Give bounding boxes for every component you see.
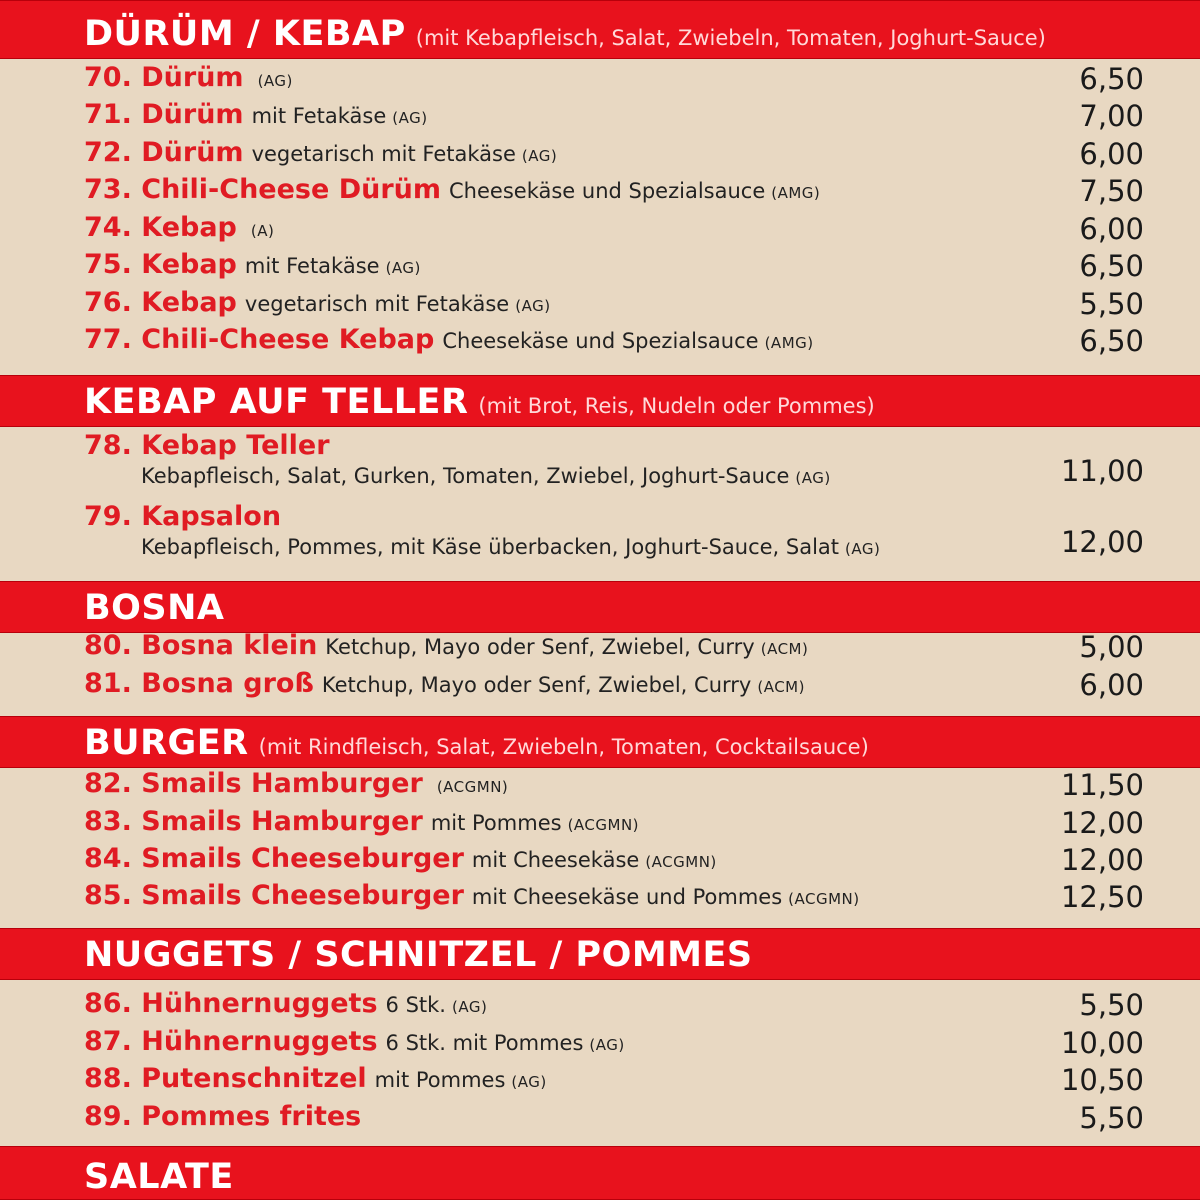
item-price: 11,50: [1060, 768, 1144, 802]
item-description: Ketchup, Mayo oder Senf, Zwiebel, Curry: [325, 635, 755, 659]
item-allergens: (AMG): [764, 334, 814, 352]
item-name: 81. Bosna groß: [84, 668, 314, 699]
section-title: BURGER: [84, 723, 249, 763]
item-price: 6,50: [1079, 249, 1144, 283]
section-title: KEBAP AUF TELLER: [84, 382, 469, 422]
item-allergens: (ACM): [760, 640, 809, 658]
menu-item-83: [84, 806, 1144, 842]
item-allergens: (AG): [795, 469, 831, 487]
item-allergens: (ACM): [757, 678, 805, 696]
menu-item-84: [84, 843, 1144, 879]
item-allergens: (AG): [521, 147, 558, 165]
item-price: 6,50: [1079, 324, 1144, 358]
item-name: 77. Chili-Cheese Kebap: [84, 324, 435, 355]
item-name: 84. Smails Cheeseburger: [84, 843, 464, 874]
item-price: 12,50: [1060, 880, 1144, 914]
menu-item-88: [84, 1063, 1144, 1099]
item-price: 7,00: [1079, 99, 1144, 133]
menu-item-72: [84, 137, 1144, 173]
menu-item-71: [84, 99, 1144, 135]
item-name: 71. Dürüm: [84, 99, 244, 130]
item-price: 6,50: [1079, 62, 1144, 96]
item-description: Cheesekäse und Spezialsauce: [442, 329, 759, 353]
menu-item-70: [84, 62, 1144, 98]
item-description: Cheesekäse und Spezialsauce: [449, 179, 766, 203]
menu-item-85: [84, 880, 1144, 916]
section-header-nuggets-schnitzel-pommes: [0, 928, 1200, 980]
item-name: 70. Dürüm: [84, 62, 244, 93]
menu-item-74: [84, 212, 1144, 248]
section-title: NUGGETS / SCHNITZEL / POMMES: [84, 935, 753, 975]
item-allergens: (AG): [515, 297, 551, 315]
item-description: Ketchup, Mayo oder Senf, Zwiebel, Curry: [321, 673, 752, 697]
menu-item-82: [84, 768, 1144, 804]
item-name: 83. Smails Hamburger: [84, 806, 423, 837]
item-allergens: (AG): [257, 72, 293, 90]
item-allergens: (ACGMN): [567, 816, 640, 834]
item-price: 6,00: [1079, 668, 1144, 702]
item-allergens: (ACGMN): [436, 778, 509, 796]
item-description: mit Cheesekäse: [471, 848, 640, 872]
item-name: 72. Dürüm: [84, 137, 244, 168]
menu-item-78: [84, 430, 1144, 496]
item-allergens: (A): [250, 222, 275, 240]
section-subtitle: (mit Brot, Reis, Nudeln oder Pommes): [478, 394, 875, 418]
item-description: 6 Stk. mit Pommes: [385, 1031, 584, 1055]
item-price: 11,00: [1060, 454, 1144, 488]
section-header-salate: [0, 1146, 1200, 1200]
item-allergens: (AG): [511, 1073, 547, 1091]
section-subtitle: (mit Rindfleisch, Salat, Zwiebeln, Tomaten, Cocktailsauce): [258, 735, 869, 759]
menu-item-89: [84, 1101, 1144, 1137]
section-header-kebap-auf-teller: [0, 375, 1200, 427]
item-description: mit Fetakäse: [251, 104, 387, 128]
item-description: Kebapfleisch, Pommes, mit Käse überbacken, Joghurt-Sauce, Salat (AG): [141, 535, 881, 559]
item-name: 88. Putenschnitzel: [84, 1063, 367, 1094]
menu-item-80: [84, 630, 1144, 666]
item-allergens: (ACGMN): [788, 890, 860, 908]
item-price: 12,00: [1060, 806, 1144, 840]
item-description: mit Cheesekäse und Pommes: [471, 885, 783, 909]
item-price: 6,00: [1079, 212, 1144, 246]
section-subtitle: (mit Kebapfleisch, Salat, Zwiebeln, Tomaten, Joghurt-Sauce): [415, 26, 1046, 50]
item-price: 12,00: [1060, 525, 1144, 559]
item-name: 78. Kebap Teller: [84, 430, 330, 461]
section-header-bosna: [0, 581, 1200, 633]
item-name: 75. Kebap: [84, 249, 237, 280]
item-allergens: (AG): [589, 1036, 625, 1054]
item-allergens: (AG): [385, 259, 421, 277]
item-price: 5,50: [1079, 1101, 1144, 1135]
item-allergens: (AMG): [771, 184, 821, 202]
item-name: 87. Hühnernuggets: [84, 1026, 378, 1057]
menu-item-75: [84, 249, 1144, 285]
item-name: 73. Chili-Cheese Dürüm: [84, 174, 442, 205]
item-allergens: (AG): [392, 109, 428, 127]
item-name: 74. Kebap: [84, 212, 237, 243]
item-price: 12,00: [1060, 843, 1144, 877]
menu-item-79: [84, 501, 1144, 567]
section-header-durum-kebap: [0, 0, 1200, 59]
section-title: BOSNA: [84, 588, 225, 628]
item-price: 10,00: [1060, 1026, 1144, 1060]
item-description: 6 Stk.: [385, 993, 446, 1017]
menu-item-77: [84, 324, 1144, 360]
section-title: SALATE: [84, 1157, 234, 1197]
item-name: 85. Smails Cheeseburger: [84, 880, 464, 911]
item-description: mit Pommes: [430, 811, 562, 835]
menu-item-81: [84, 668, 1144, 704]
item-name: 80. Bosna klein: [84, 630, 318, 661]
item-price: 5,50: [1079, 988, 1144, 1022]
menu-item-87: [84, 1026, 1144, 1062]
item-price: 5,50: [1079, 287, 1144, 321]
item-description: mit Pommes: [374, 1068, 506, 1092]
item-price: 10,50: [1060, 1063, 1144, 1097]
menu-item-76: [84, 287, 1144, 323]
section-header-burger: [0, 716, 1200, 768]
menu-item-86: [84, 988, 1144, 1024]
section-title: DÜRÜM / KEBAP: [84, 14, 406, 54]
item-allergens: (ACGMN): [645, 853, 717, 871]
menu-item-73: [84, 174, 1144, 210]
item-allergens: (AG): [845, 540, 881, 558]
item-description: Kebapfleisch, Salat, Gurken, Tomaten, Zwiebel, Joghurt-Sauce (AG): [141, 464, 831, 488]
item-price: 5,00: [1079, 630, 1144, 664]
item-allergens: (AG): [451, 998, 488, 1016]
item-price: 6,00: [1079, 137, 1144, 171]
item-description: vegetarisch mit Fetakäse: [244, 292, 510, 316]
item-price: 7,50: [1079, 174, 1144, 208]
item-name: 82. Smails Hamburger: [84, 768, 423, 799]
item-name: 79. Kapsalon: [84, 501, 282, 532]
item-description: mit Fetakäse: [244, 254, 380, 278]
item-name: 86. Hühnernuggets: [84, 988, 378, 1019]
item-name: 76. Kebap: [84, 287, 237, 318]
item-name: 89. Pommes frites: [84, 1101, 362, 1132]
item-description: vegetarisch mit Fetakäse: [251, 142, 516, 166]
